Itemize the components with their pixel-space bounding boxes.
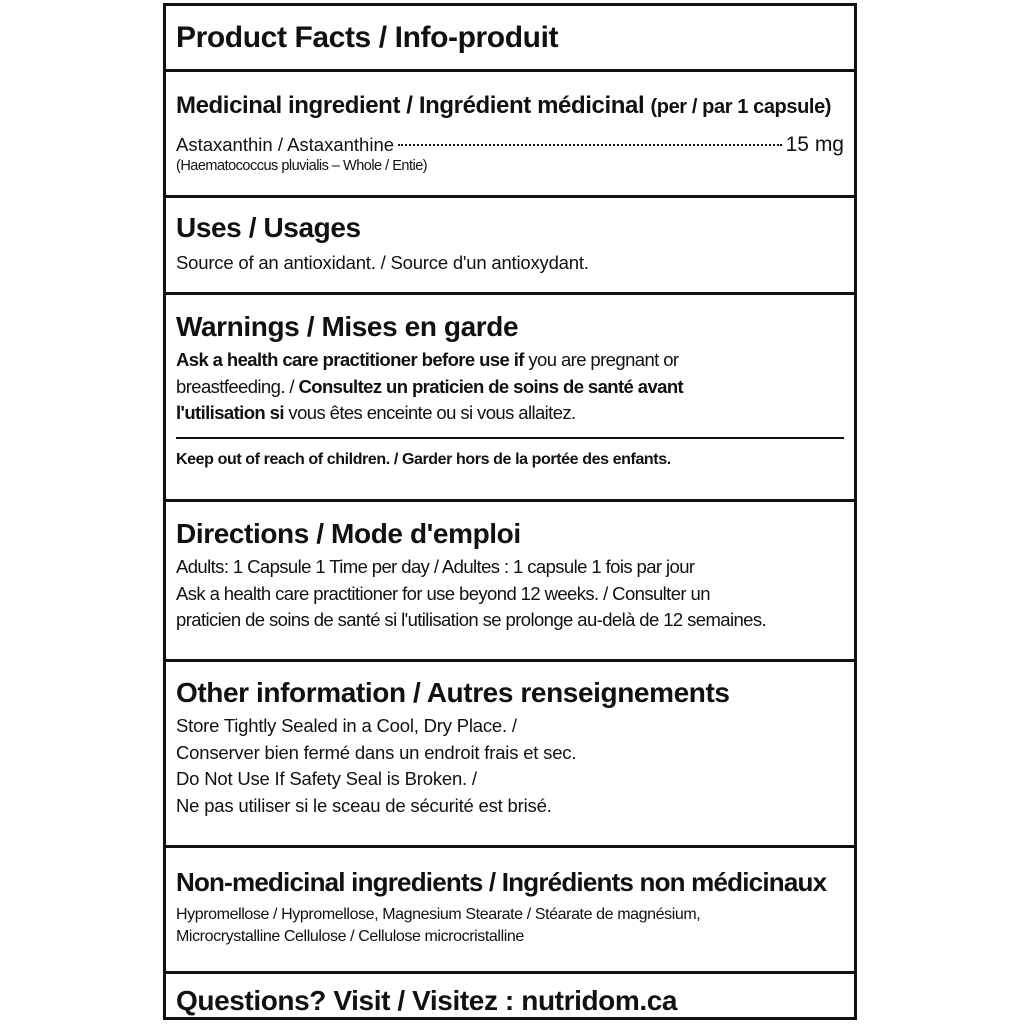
uses-text: Source of an antioxidant. / Source d'un antioxydant. xyxy=(176,252,589,273)
warning-en-regular-1: you are pregnant or xyxy=(528,349,679,370)
warnings-divider xyxy=(176,437,844,439)
questions-text: Questions? Visit / Visitez : nutridom.ca xyxy=(176,985,678,1016)
other-info-line-1: Store Tightly Sealed in a Cool, Dry Place. / xyxy=(176,715,517,736)
ingredient-amount: 15 mg xyxy=(785,133,844,156)
warnings-line-2 xyxy=(176,374,844,401)
medicinal-section xyxy=(166,69,854,195)
questions-section xyxy=(166,971,854,1020)
other-info-line-2: Conserver bien fermé dans un endroit frais et sec. xyxy=(176,741,577,763)
medicinal-heading xyxy=(176,90,844,123)
other-info-line-3: Do Not Use If Safety Seal is Broken. / xyxy=(176,768,477,789)
directions-heading: Directions / Mode d'emploi xyxy=(176,518,521,549)
warnings-text xyxy=(176,347,844,427)
label-title: Product Facts / Info-produit xyxy=(176,21,559,54)
uses-section xyxy=(166,195,854,292)
warnings-heading: Warnings / Mises en garde xyxy=(176,311,519,342)
directions-line-2: Ask a health care practitioner for use beyond 12 weeks. / Consulter un xyxy=(176,582,710,604)
warning-fr-regular: vous êtes enceinte ou si vous allaitez. xyxy=(288,402,576,423)
nonmedicinal-heading: Non-medicinal ingredients / Ingrédients non médicinaux xyxy=(176,867,827,897)
title-section xyxy=(166,6,854,69)
ingredient-row xyxy=(176,133,844,157)
nonmedicinal-section xyxy=(166,845,854,971)
warnings-line-1 xyxy=(176,347,844,374)
medicinal-heading-text: Medicinal ingredient / Ingrédient médicinal xyxy=(176,92,645,119)
ingredient-source: (Haematococcus pluvialis – Whole / Entie) xyxy=(176,158,428,174)
warning-en-regular-2: breastfeeding. / xyxy=(176,375,294,397)
other-info-section xyxy=(166,659,854,845)
warning-en-bold: Ask a health care practitioner before use if xyxy=(176,349,524,370)
warning-fr-bold-1: Consultez un praticien de soins de santé avant xyxy=(298,375,684,397)
directions-line-3: praticien de soins de santé si l'utilisation se prolonge au-delà de 12 semaines. xyxy=(176,609,767,630)
other-info-line-4: Ne pas utiliser si le sceau de sécurité est brisé. xyxy=(176,794,552,816)
warnings-line-3 xyxy=(176,400,844,427)
other-info-heading: Other information / Autres renseignements xyxy=(176,677,730,708)
warning-fr-bold-2: l'utilisation si xyxy=(176,402,284,423)
directions-section xyxy=(166,499,854,659)
medicinal-heading-tail: (per / par 1 capsule) xyxy=(650,96,832,118)
directions-line-1: Adults: 1 Capsule 1 Time per day / Adultes : 1 capsule 1 fois par jour xyxy=(176,556,695,577)
uses-heading: Uses / Usages xyxy=(176,212,361,243)
nonmedicinal-line-2: Microcrystalline Cellulose / Cellulose microcristalline xyxy=(176,928,524,945)
ingredient-name: Astaxanthin / Astaxanthine xyxy=(176,134,395,155)
dotted-leader xyxy=(398,144,782,146)
keep-out-text: Keep out of reach of children. / Garder hors de la portée des enfants. xyxy=(176,450,671,468)
product-facts-label xyxy=(163,3,857,1020)
warnings-section xyxy=(166,292,854,499)
nonmedicinal-line-1: Hypromellose / Hypromellose, Magnesium Stearate / Stéarate de magnésium, xyxy=(176,906,701,923)
